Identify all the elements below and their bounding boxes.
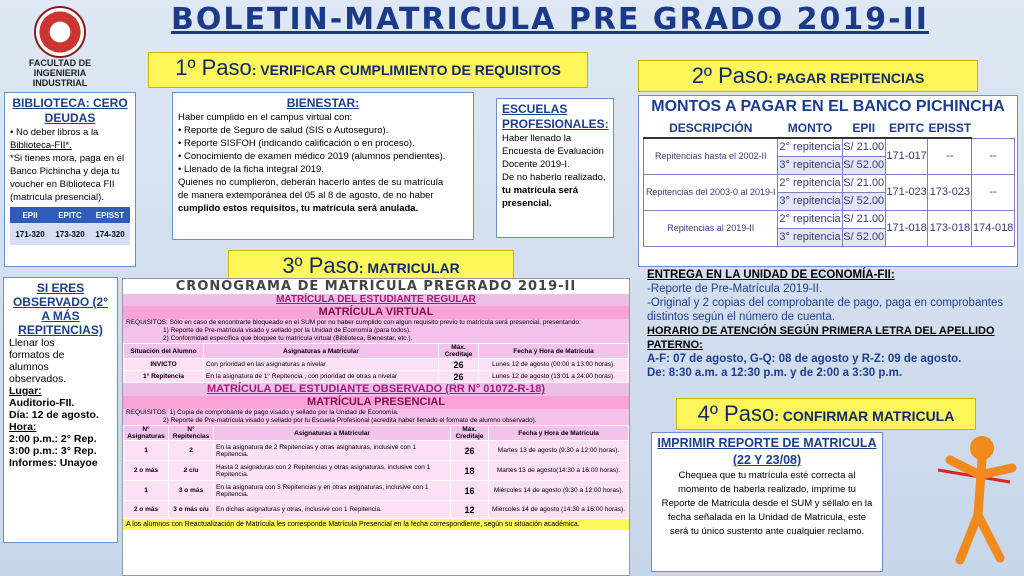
cp-r0-0: 1 <box>124 441 169 461</box>
bienestar-l3: • Conocimiento de examen médico 2019 (alumnos pendientes). <box>178 151 446 162</box>
bib-c2: 174-320 <box>95 229 125 239</box>
cv-r1-0: 1° Repitencia <box>124 371 204 383</box>
entrega-info <box>647 268 1022 380</box>
bib-h0: EPII <box>22 210 38 220</box>
cv-r1-2: 26 <box>439 371 479 383</box>
step3-banner <box>228 250 514 280</box>
bank-g1-r0-a: 2° repitencia <box>778 174 842 192</box>
cp-h1: N° Repitencias <box>169 426 214 441</box>
bank-g1-c2: -- <box>972 174 1015 210</box>
cp-r2-2: En la asignatura con 3 Repitencias y en otras asignaturas, inclusive con 1 Repitencia. <box>214 481 451 501</box>
cp-r2-3: 16 <box>451 481 489 501</box>
bank-h2: EPII <box>842 118 885 138</box>
bank-g2-r0-b: S/ 21.00 <box>842 210 885 228</box>
observado-card <box>3 277 118 543</box>
horario-title: HORARIO DE ATENCIÓN SEGÚN PRIMERA LETRA DEL APELLIDO PATERNO: <box>647 325 995 351</box>
bank-g2-desc: Repitencias al 2019-II <box>644 210 778 246</box>
escuelas-l3: De no haberlo realizado, <box>502 172 606 183</box>
cronograma <box>122 278 630 576</box>
crono-presencial-table <box>123 425 629 519</box>
horario-dates: A-F: 07 de agosto, G-Q: 08 de agosto y R-Z: 09 de agosto. <box>647 353 962 365</box>
obs-l1: formatos de <box>9 349 65 361</box>
faculty-logo <box>6 6 114 90</box>
cv-h0: Situación del Alumno <box>124 344 204 359</box>
imp-l3: fecha señalada en la Unidad de Matricula, este <box>667 512 867 523</box>
bank-g2-r1-a: 3° repitencia <box>778 228 842 246</box>
crono-virtual: MATRÍCULA VIRTUAL <box>123 306 629 319</box>
bank-g0-r0-b: S/ 21.00 <box>842 138 885 156</box>
cp-r1-0: 2 o más <box>124 461 169 481</box>
bank-title: MONTOS A PAGAR EN EL BANCO PICHINCHA <box>651 98 1005 115</box>
escuelas-l2: Docente 2019-I. <box>502 159 570 170</box>
escuelas-l1: Encuesta de Evaluación <box>502 146 604 157</box>
obs-l2: alumnos <box>9 361 49 373</box>
crono-presencial: MATRÍCULA PRESENCIAL <box>123 396 629 409</box>
imp-l0: Chequea que tu matrícula esté correcta al <box>678 470 856 481</box>
bienestar-l2: • Reporte SISFOH (indicando calificación o en proceso). <box>178 138 415 149</box>
bank-g0-r0-a: 2° repitencia <box>778 138 842 156</box>
cv-h1: Asignaturas a Matricular <box>204 344 439 359</box>
entrega-title: ENTREGA EN LA UNIDAD DE ECONOMÍA-FII: <box>647 269 895 281</box>
bank-h0: DESCRIPCIÓN <box>644 118 778 138</box>
bank-g2-r0-a: 2° repitencia <box>778 210 842 228</box>
bank-h4: EPISST <box>928 118 972 138</box>
cp-r1-1: 2 c/u <box>169 461 214 481</box>
obs-l10: Informes: Unayoe <box>9 457 98 469</box>
bib-c1: 173-320 <box>55 229 85 239</box>
step3-text: : MATRICULAR <box>358 260 460 276</box>
obs-l5: Auditorio-FII. <box>9 397 75 409</box>
imprimir-card <box>651 432 883 572</box>
bienestar-l6: de manera extemporánea del 05 al 8 de agosto, de no haber <box>178 190 434 201</box>
escuelas-l4: tu matrícula será <box>502 185 579 196</box>
cp-r0-3: 26 <box>451 441 489 461</box>
step2-text: : PAGAR REPITENCIAS <box>768 70 925 86</box>
cp-r0-2: En la asignatura de 2 Repitencias y otras asignaturas, inclusive con 1 Repitencia. <box>214 441 451 461</box>
bank-g0-c0: 171-017 <box>885 138 928 174</box>
cp-r3-0: 2 o más <box>124 501 169 519</box>
cp-h4: Fecha y Hora de Matrícula <box>489 426 629 441</box>
biblioteca-l2: *Si tienes mora, paga en el <box>10 153 125 164</box>
step2-banner <box>638 60 978 92</box>
cp-r2-4: Miércoles 14 de agosto (9:30 a 12:00 horas). <box>489 481 629 501</box>
crono-virtual-table <box>123 343 629 383</box>
cp-r3-1: 3 o más c/u <box>169 501 214 519</box>
escuelas-l0: Haber llenado la <box>502 133 572 144</box>
entrega-l0: -Reporte de Pre-Matrícula 2019-II. <box>647 283 823 295</box>
cp-r1-4: Martes 13 de agosto(14:30 a 16:00 horas). <box>489 461 629 481</box>
bank-g2-c1: 173-018 <box>928 210 972 246</box>
cv-h2: Máx. Creditaje <box>439 344 479 359</box>
runner-finish-icon <box>930 420 1018 570</box>
bib-c0: 171-320 <box>15 229 45 239</box>
bank-g1-c0: 171-023 <box>885 174 928 210</box>
biblioteca-l1: Biblioteca-FII*. <box>10 140 72 151</box>
crono-observado: MATRÍCULA DEL ESTUDIANTE OBSERVADO (RR N° 01072-R-18) <box>123 383 629 396</box>
bienestar-title: BIENESTAR: <box>286 96 360 110</box>
bank-g1-r1-b: S/ 52.00 <box>842 192 885 210</box>
bank-g0-c2: -- <box>972 138 1015 174</box>
cp-h0: N° Asignaturas <box>124 426 169 441</box>
cp-h3: Máx. Creditaje <box>451 426 489 441</box>
imp-l1: momento de haberla realizado, imprime tu <box>678 484 856 495</box>
imp-l2: Reporte de Matricula desde el SUM y séllalo en la <box>661 498 873 509</box>
escuelas-l5: presencial. <box>502 198 552 209</box>
bank-g1-c1: 173-023 <box>928 174 972 210</box>
cp-r2-1: 3 o más <box>169 481 214 501</box>
bank-g2-c0: 171-018 <box>885 210 928 246</box>
cp-r3-4: Miércoles 14 de agosto (14:30 a 16:00 horas). <box>489 501 629 519</box>
crono-foot: A los alumnos con Reactualización de Matrícula les corresponde Matrícula Presencial en la fecha correspondiente, según su situación académica. <box>123 519 629 530</box>
biblioteca-table <box>10 207 130 245</box>
bank-g2-r1-b: S/ 52.00 <box>842 228 885 246</box>
escuelas-title: ESCUELAS PROFESIONALES: <box>502 102 609 131</box>
step1-text: : VERIFICAR CUMPLIMIENTO DE REQUISITOS <box>251 62 561 78</box>
bank-g2-c2: 174-018 <box>972 210 1015 246</box>
bank-g1-r0-b: S/ 21.00 <box>842 174 885 192</box>
bank-g1-desc: Repitencias del 2003-0 al 2019-I <box>644 174 778 210</box>
biblioteca-l5: (matrícula presencial). <box>10 192 104 203</box>
cv-r1-1: En la asignatura de 1° Repitencia , con prioridad de otras a nivelar <box>204 371 439 383</box>
logo-line1: FACULTAD DE <box>28 58 92 68</box>
obs-l8: 2:00 p.m.: 2° Rep. <box>9 433 97 445</box>
cv-r0-1: Con prioridad en las asignaturas a nivelar <box>204 359 439 371</box>
cp-h2: Asignaturas a Matricular <box>214 426 451 441</box>
bank-card <box>638 95 1018 267</box>
crono-req-v1: 1) Reporte de Pre-matrícula visado y sellado por la Unidad de Economía (para todos). <box>123 327 629 335</box>
entrega-l1: -Original y 2 copias del comprobante de pago, paga en comprobantes <box>647 297 1004 309</box>
cv-r1-3: Lunes 12 de agosto (13:01 a 24:00 horas). <box>479 371 629 383</box>
bank-h3: EPITC <box>885 118 928 138</box>
imp-l4: será tu único sustento ante cualquier reclamo. <box>669 526 865 537</box>
biblioteca-card <box>4 92 136 267</box>
page-title: BOLETIN-MATRICULA PRE GRADO 2019-II <box>171 2 929 37</box>
entrega-l2: distintos según el número de cuenta. <box>647 311 835 323</box>
cv-r0-2: 26 <box>439 359 479 371</box>
obs-l0: Llenar los <box>9 337 55 349</box>
observado-title: SI ERES OBSERVADO (2° A MÁS REPITENCIAS) <box>12 281 109 337</box>
obs-l3: observados. <box>9 373 67 385</box>
biblioteca-l0: • No deber libros a la <box>10 127 99 138</box>
imprimir-title: IMPRIMIR REPORTE DE MATRICULA (22 Y 23/08) <box>657 436 877 467</box>
cp-r3-2: En dichas asignaturas y otras, inclusive con 1 Repitencia. <box>214 501 451 519</box>
bank-g0-desc: Repitencias hasta el 2002-II <box>644 138 778 174</box>
crono-req-p1: 2) Reporte de Pre-matrícula visado y sellado por tu Escuela Profesional (acredita haber llenado el formato de alumno observado). <box>123 417 629 425</box>
crono-req-v0: REQUISITOS: Sólo en caso de encontrarte bloqueado en el SUM por no haber cumplido con algún requisito previo tu matrícula será presencial, presentando: <box>123 319 629 327</box>
obs-l9: 3:00 p.m.: 3° Rep. <box>9 445 97 457</box>
crono-req-p0: REQUISITOS: 1) Copia de comprobante de pago visado y sellado por la Unidad de Economía. <box>123 409 629 417</box>
cp-r2-0: 1 <box>124 481 169 501</box>
obs-l4: Lugar: <box>9 385 42 397</box>
step1-banner <box>148 52 588 88</box>
bienestar-l0: Haber cumplido en el campus virtual con: <box>178 112 353 123</box>
step4-text: : CONFIRMAR MATRICULA <box>774 408 955 424</box>
bib-h1: EPITC <box>58 210 82 220</box>
crono-req-v2: 2) Conformidad específica que bloquee tu matrícula virtual (Biblioteca, Bienestar, etc.). <box>123 335 629 343</box>
biblioteca-l4: voucher en Biblioteca FII <box>10 179 115 190</box>
bank-table <box>643 118 1015 247</box>
step3-num: 3º Paso <box>282 253 359 278</box>
bienestar-l4: • Llenado de la ficha integral 2019. <box>178 164 324 175</box>
horario-hours: De: 8:30 a.m. a 12:30 p.m. y de 2:00 a 3:30 p.m. <box>647 367 903 379</box>
bank-g0-c1: -- <box>928 138 972 174</box>
bib-h2: EPISST <box>95 210 125 220</box>
cp-r0-4: Martes 13 de agosto (9:30 a 12:00 horas). <box>489 441 629 461</box>
bank-h1: MONTO <box>778 118 842 138</box>
step2-num: 2º Paso <box>691 63 769 88</box>
cv-r0-3: Lunes 12 de agosto (00:00 a 13:00 horas). <box>479 359 629 371</box>
bienestar-l1: • Reporte de Seguro de salud (SIS o Autoseguro). <box>178 125 389 136</box>
escuelas-card <box>496 98 614 238</box>
step4-num: 4º Paso <box>697 401 775 426</box>
step1-num: 1º Paso <box>175 55 252 80</box>
crono-title: CRONOGRAMA DE MATRÍCULA PREGRADO 2019-II <box>175 279 577 294</box>
obs-l6: Día: 12 de agosto. <box>9 409 99 421</box>
obs-l7: Hora: <box>9 421 37 433</box>
university-seal-icon <box>34 6 86 58</box>
logo-line2: INGENIERIA INDUSTRIAL <box>32 68 88 88</box>
bienestar-card <box>172 92 474 240</box>
crono-regular: MATRÍCULA DEL ESTUDIANTE REGULAR <box>123 294 629 306</box>
bienestar-l7: cumplido estos requisitos, tu matrícula será anulada. <box>178 203 419 214</box>
bank-g0-r1-b: S/ 52.00 <box>842 156 885 174</box>
cp-r1-3: 18 <box>451 461 489 481</box>
biblioteca-l3: Banco Pichincha y deja tu <box>10 166 120 177</box>
biblioteca-title: BIBLIOTECA: CERO DEUDAS <box>12 96 128 125</box>
cp-r1-2: Hasta 2 asignaturas con 2 Repitencias y otras asignaturas, inclusive con 1 Repitencia. <box>214 461 451 481</box>
bank-g1-r1-a: 3° repitencia <box>778 192 842 210</box>
cv-h3: Fecha y Hora de Matrícula <box>479 344 629 359</box>
cp-r0-1: 2 <box>169 441 214 461</box>
bank-g0-r1-a: 3° repitencia <box>778 156 842 174</box>
cp-r3-3: 12 <box>451 501 489 519</box>
cv-r0-0: INVICTO <box>124 359 204 371</box>
bienestar-l5: Quienes no cumplieron, deberán hacerlo antes de su matrícula <box>178 177 444 188</box>
